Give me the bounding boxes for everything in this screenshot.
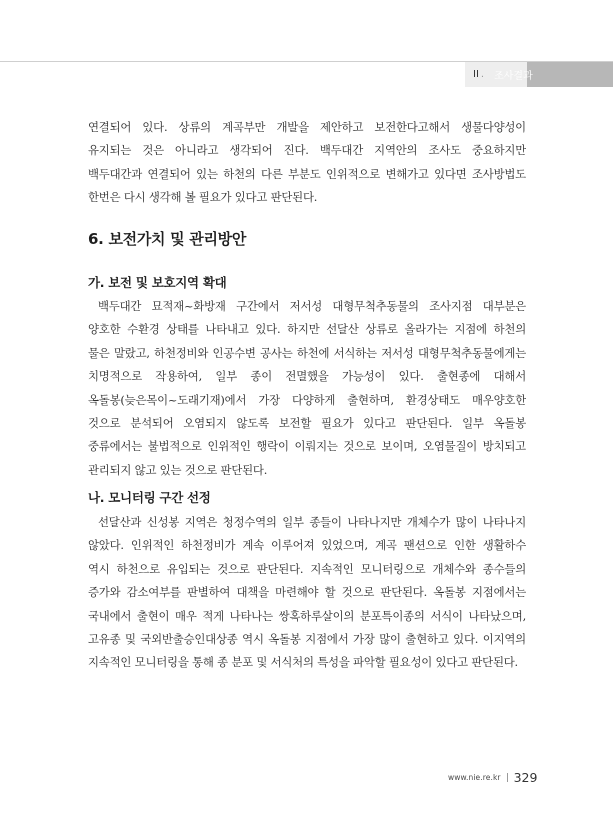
page-number: 329 bbox=[513, 770, 538, 785]
intro-paragraph bbox=[88, 116, 526, 210]
text-line: 한번은 다시 생각해 볼 필요가 있다고 판단된다. bbox=[88, 190, 318, 205]
text-line: 않았다. 인위적인 하천정비가 계속 이루어져 있었으며, 계곡 팬션으로 인한 생활하수 bbox=[88, 538, 526, 553]
text-line: 역시 하천으로 유입되는 것으로 판단된다. 지속적인 모니터링으로 개체수와 종수들의 bbox=[88, 561, 526, 576]
chapter-title: 조사결과 bbox=[494, 71, 533, 82]
text-line: 선달산과 신성봉 지역은 청정수역의 일부 종들이 나타나지만 개체수가 많이 나타나지 bbox=[98, 515, 526, 529]
header-accent-block bbox=[527, 62, 613, 87]
text-line: 관리되지 않고 있는 것으로 판단된다. bbox=[88, 462, 268, 477]
subsection-title-b: 나. 모니터링 구간 선정 bbox=[88, 490, 211, 505]
section-title: 6. 보전가치 및 관리방안 bbox=[88, 230, 247, 248]
header-dot: . bbox=[480, 69, 485, 80]
running-header bbox=[465, 62, 613, 87]
subsection-a-paragraph bbox=[88, 295, 526, 482]
text-line: 국내에서 출현이 매우 적게 나타나는 쌍혹하루살이의 분포특이종의 서식이 나타났으며, bbox=[88, 608, 526, 623]
text-line: 증가와 감소여부를 판별하여 대책을 마련해야 할 것으로 판단된다. 옥돌봉 지점에서는 bbox=[88, 585, 526, 600]
text-line: 것으로 분석되어 오염되지 않도록 보전할 필요가 있다고 판단된다. 일부 옥돌봉 bbox=[88, 416, 526, 431]
footer-divider bbox=[507, 773, 508, 782]
footer-url: www.nie.re.kr bbox=[448, 773, 501, 782]
page-footer bbox=[448, 770, 537, 785]
text-line: 치명적으로 작용하여, 일부 종이 전멸했을 가능성이 있다. 출현종에 대해서 bbox=[88, 369, 526, 384]
chapter-numeral: II bbox=[473, 69, 479, 80]
text-line: 물은 말랐고, 하천정비와 인공수변 공사는 하천에 서식하는 저서성 대형무척추동물에게는 bbox=[88, 345, 526, 360]
text-line: 옥돌봉(늦은목이~도래기재)에서 가장 다양하게 출현하며, 환경상태도 매우양호한 bbox=[88, 392, 526, 407]
text-line: 유지되는 것은 아니라고 생각되어 진다. 백두대간 지역안의 조사도 중요하지만 bbox=[88, 143, 526, 158]
text-line: 지속적인 모니터링을 통해 종 분포 및 서식처의 특성을 파악할 필요성이 있다고 판단된다. bbox=[88, 655, 518, 670]
text-line: 중류에서는 불법적으로 인위적인 행락이 이뤄지는 것으로 보이며, 오염물질이 방치되고 bbox=[88, 439, 526, 454]
subsection-title-a: 가. 보전 및 보호지역 확대 bbox=[88, 275, 227, 290]
text-line: 연결되어 있다. 상류의 계곡부만 개발을 제안하고 보전한다고해서 생물다양성이 bbox=[88, 120, 526, 134]
text-line: 양호한 수환경 상태를 나타내고 있다. 하지만 선달산 상류로 올라가는 지점에 하천의 bbox=[88, 322, 526, 337]
text-line: 고유종 및 국외반출승인대상종 역시 옥돌봉 지점에서 가장 많이 출현하고 있다. 이지역의 bbox=[88, 632, 526, 647]
text-line: 백두대간 묘적재~화방재 구간에서 저서성 대형무척추동물의 조사지점 대부분은 bbox=[98, 299, 526, 313]
text-line: 백두대간과 연결되어 있는 하천의 다른 부분도 인위적으로 변해가고 있다면 조사방법도 bbox=[88, 166, 526, 181]
subsection-b-paragraph bbox=[88, 511, 526, 675]
